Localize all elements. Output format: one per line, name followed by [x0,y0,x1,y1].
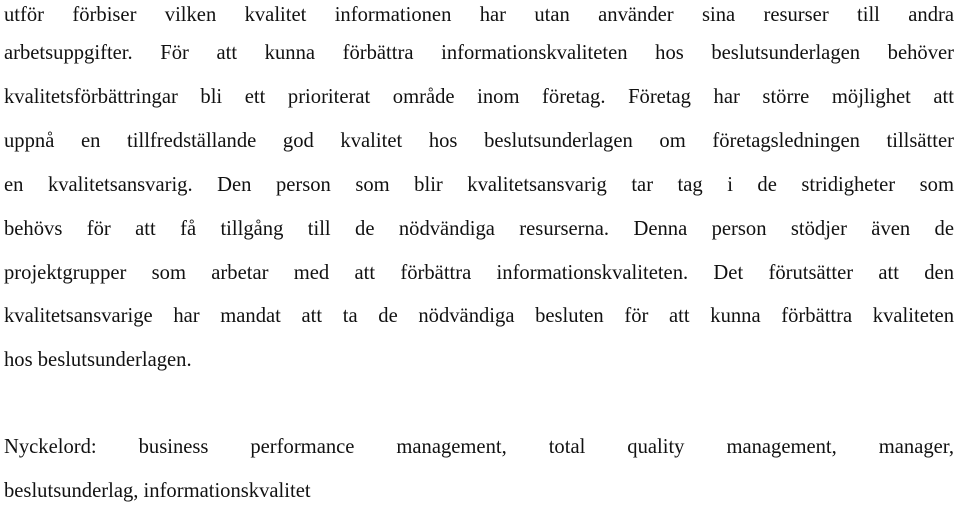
paragraph-line: en kvalitetsansvarig. Den person som blir kvalitetsansvarig tar tag i de stridigheter som [4,174,954,196]
keywords-line: Nyckelord: business performance management, total quality management, manager, [4,436,954,458]
keywords-line: beslutsunderlag, informationskvalitet [4,480,311,502]
paragraph-line: projektgrupper som arbetar med att förbättra informationskvaliteten. Det förutsätter att den [4,262,954,284]
paragraph-line: behövs för att få tillgång till de nödvändiga resurserna. Denna person stödjer även de [4,218,954,240]
paragraph-line: kvalitetsansvarige har mandat att ta de nödvändiga besluten för att kunna förbättra kvaliteten [4,305,954,327]
paragraph-line: kvalitetsförbättringar bli ett prioriterat område inom företag. Företag har större möjlighet att [4,86,954,108]
paragraph-line: arbetsuppgifter. För att kunna förbättra informationskvaliteten hos beslutsunderlagen behöver [4,42,954,64]
paragraph-line: hos beslutsunderlagen. [4,349,192,371]
paragraph-line: uppnå en tillfredställande god kvalitet hos beslutsunderlagen om företagsledningen tillsätter [4,130,954,152]
paragraph-line: utför förbiser vilken kvalitet informationen har utan använder sina resurser till andra [4,4,954,26]
